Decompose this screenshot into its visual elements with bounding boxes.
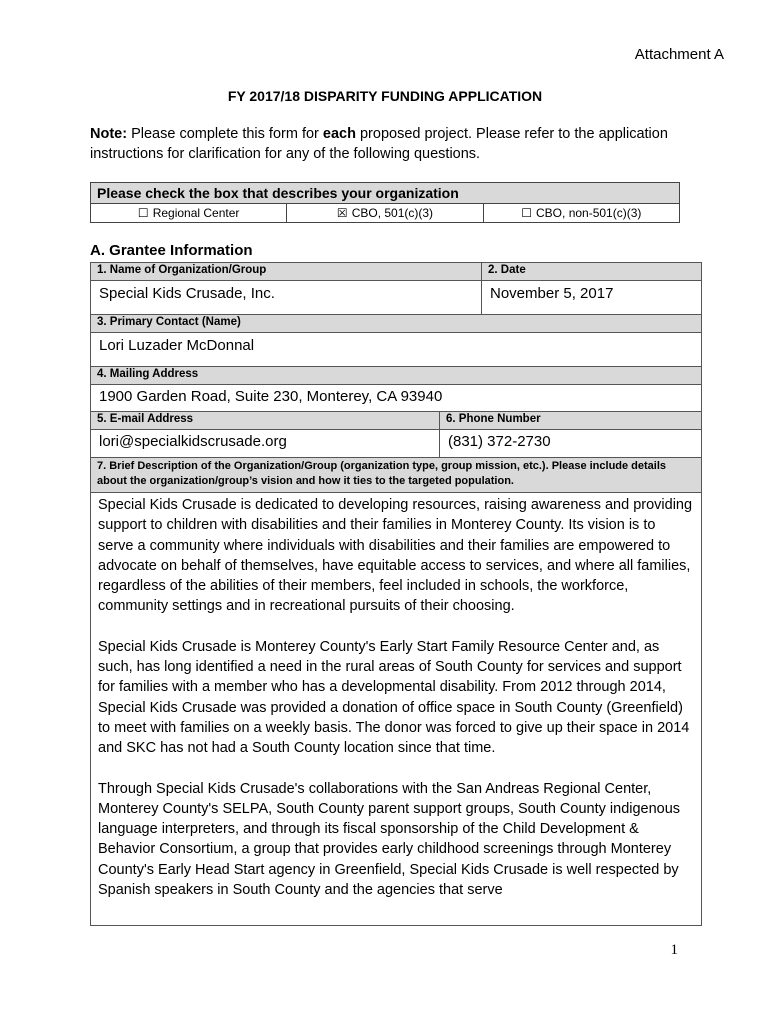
organization-type-table: [90, 182, 680, 223]
option-label: Regional Center: [152, 206, 240, 220]
instructions-note: [90, 124, 700, 164]
org-name-field[interactable]: Special Kids Crusade, Inc.: [90, 280, 482, 315]
email-field[interactable]: lori@specialkidscrusade.org: [90, 429, 440, 458]
date-field[interactable]: November 5, 2017: [481, 280, 702, 315]
contact-field[interactable]: Lori Luzader McDonnal: [90, 332, 702, 367]
option-cbo-non-501c3[interactable]: [483, 204, 679, 223]
contact-label: 3. Primary Contact (Name): [90, 314, 702, 333]
org-name-label: 1. Name of Organization/Group: [90, 262, 482, 281]
description-paragraph: Special Kids Crusade is dedicated to developing resources, raising awareness and providing support to children with disabilities and their families in Monterey County. Its vision is to serve a community where individuals with disabilities and their families are empowered to advocate on behalf of themselves, have equitable access to services, and where all families, regardless of the abilities of their members, feel included in schools, the workforce, community settings and in recreational pursuits of their choosing.: [98, 497, 693, 615]
date-label: 2. Date: [481, 262, 702, 281]
option-label: CBO, non-501(c)(3): [536, 206, 642, 220]
option-label: CBO, 501(c)(3): [351, 206, 434, 220]
phone-label: 6. Phone Number: [439, 411, 702, 430]
address-label: 4. Mailing Address: [90, 366, 702, 385]
option-regional-center[interactable]: [91, 204, 287, 223]
section-a-heading: A. Grantee Information: [90, 242, 253, 259]
note-text-before: Please complete this form for: [127, 126, 323, 142]
checkbox-checked-icon[interactable]: ☒: [336, 206, 348, 220]
email-label: 5. E-mail Address: [90, 411, 440, 430]
description-label: 7. Brief Description of the Organization/Group (organization type, group mission, etc.). Please include details about the organization/group’s vision and how it ties to the targeted population.: [90, 457, 702, 493]
note-text-after: proposed project. Please refer to the application instructions for clarification for any of the following questions.: [90, 126, 668, 162]
page-title: FY 2017/18 DISPARITY FUNDING APPLICATION: [227, 88, 543, 104]
note-emphasis: each: [322, 126, 356, 142]
description-paragraph: Special Kids Crusade is Monterey County's Early Start Family Resource Center and, as such, has long identified a need in the rural areas of South County for services and support for families with a member who has a developmental disability. From 2012 through 2014, Special Kids Crusade was provided a donation of office space in South County (Greenfield) to meet with families on a weekly basis. The donor was forced to give up their space in 2014 and SKC has not had a South County location since that time.: [98, 638, 690, 757]
checkbox-unchecked-icon[interactable]: ☐: [521, 206, 533, 220]
address-field[interactable]: 1900 Garden Road, Suite 230, Monterey, CA 93940: [90, 384, 702, 412]
description-field[interactable]: [90, 492, 702, 926]
option-cbo-501c3[interactable]: [287, 204, 483, 223]
note-label: Note:: [90, 126, 128, 142]
phone-field[interactable]: (831) 372-2730: [439, 429, 702, 458]
organization-type-heading: Please check the box that describes your organization: [91, 183, 680, 204]
page-number: 1: [670, 942, 678, 958]
description-paragraph: Through Special Kids Crusade's collaborations with the San Andreas Regional Center, Monterey County's SELPA, South County parent support groups, South County indigenous language interpreters, and through its fiscal sponsorship of the Child Development & Behavior Consortium, a group that provides early childhood screenings through Monterey County's Early Head Start agency in Greenfield, Special Kids Crusade is well respected by Spanish speakers in South County and the agencies that serve: [98, 780, 681, 899]
attachment-label: Attachment A: [634, 46, 724, 63]
checkbox-unchecked-icon[interactable]: ☐: [137, 206, 149, 220]
